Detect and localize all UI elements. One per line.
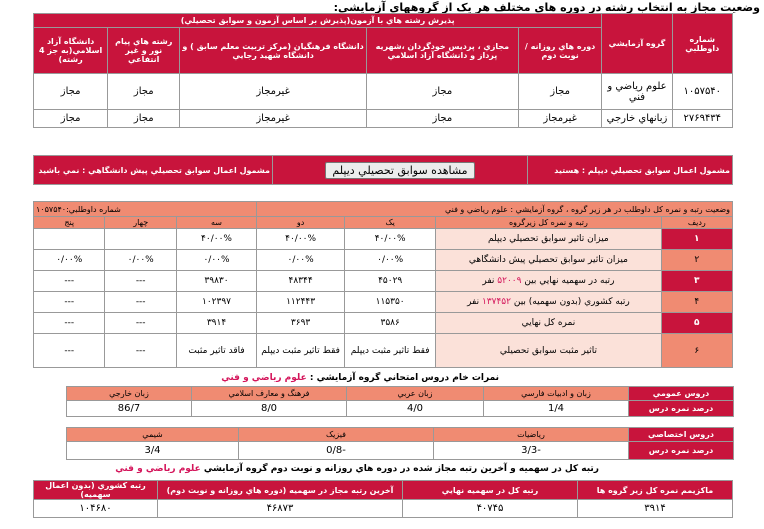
rank-col-header: چهار — [105, 217, 176, 229]
row-label-text: رتبه کشوري (بدون سهميه) بين — [510, 297, 630, 307]
row-number: ۵ — [661, 313, 732, 334]
rank-cell: فقط تاثير مثبت ديپلم — [345, 334, 436, 368]
final-rank-group: علوم رياضي و فني — [115, 464, 201, 474]
row-label: ميزان تاثير سوابق تحصيلي پيش دانشگاهي — [436, 250, 661, 271]
candidate-id: ۱۰۵۷۵۴۰ — [672, 74, 732, 110]
rank-cell: ۴۰/۰۰% — [257, 229, 345, 250]
final-col-header: رتبه کل در سهميه نهايي — [403, 481, 578, 500]
row-label: ميزان تاثير سوابق تحصيلي ديپلم — [436, 229, 661, 250]
raw-scores-group: علوم رياضي و فني — [221, 373, 307, 383]
rank-cell: --- — [105, 334, 176, 368]
rank-cell: ۳۹۸۳۰ — [176, 271, 256, 292]
rank-row — [34, 229, 733, 250]
rank-cell — [34, 229, 105, 250]
rank-cell: ۱۱۲۴۴۳ — [257, 292, 345, 313]
col-id-header: شماره داوطلبي — [672, 14, 732, 74]
candidate-id: ۲۷۶۹۴۳۴ — [672, 110, 732, 128]
rank-cell: ۳۵۸۶ — [345, 313, 436, 334]
final-value: ۱۰۴۶۸۰ — [34, 500, 158, 518]
rank-col-header: رديف — [661, 217, 732, 229]
rank-caption: وضعيت رتبه و نمره کل داوطلب در هر زير گروه ، گروه آزمايشي : علوم رياضي و فني — [257, 202, 733, 217]
row-label — [436, 271, 661, 292]
col-daily-header: دوره هاي روزانه / نوبت دوم — [518, 28, 602, 74]
score-row-label: درصد نمره درس — [629, 401, 734, 417]
row-label-text: رتبه در سهميه نهايي بين — [521, 276, 615, 286]
exam-group: زبانهاي خارجي — [602, 110, 672, 128]
rank-cell: ۰/۰۰% — [345, 250, 436, 271]
general-subjects-table — [66, 386, 734, 417]
subject-header: رياضيات — [434, 428, 629, 442]
row-label-suffix: نفر — [467, 297, 482, 307]
rank-col-header: دو — [257, 217, 345, 229]
rank-cell — [105, 229, 176, 250]
subject-header: فيزيک — [239, 428, 434, 442]
rank-col-header: يک — [345, 217, 436, 229]
eligibility-row — [34, 110, 733, 128]
azad-status: مجاز — [34, 110, 108, 128]
rank-row — [34, 292, 733, 313]
rank-col-header: رتبه و نمره کل زيرگروه — [436, 217, 661, 229]
view-diploma-records-button[interactable]: مشاهده سوابق تحصيلي ديپلم — [325, 162, 474, 179]
azad-status: مجاز — [34, 74, 108, 110]
row-number: ۶ — [661, 334, 732, 368]
final-rank-caption-text: رتبه کل در سهميه و آخرين رتبه مجاز شده در دوره هاي روزانه و نوبت دوم گروه آزمايشي — [203, 464, 599, 474]
rank-candidate-id: شماره داوطلبي:۱۰۵۷۵۴۰ — [34, 202, 257, 217]
rank-col-header: سه — [176, 217, 256, 229]
subject-score: 3/4 — [67, 442, 239, 460]
rank-row — [34, 250, 733, 271]
rank-cell: --- — [34, 313, 105, 334]
rank-cell: --- — [34, 334, 105, 368]
row-label — [436, 292, 661, 313]
page-title: وضعيت مجاز به انتخاب رشته در دوره هاي مختلف هر يک از گروههاي آزمايشي: — [333, 1, 760, 14]
rank-cell: ۴۰/۰۰% — [176, 229, 256, 250]
final-rank-table — [33, 480, 733, 518]
row-label: تاثير مثبت سوابق تحصيلي — [436, 334, 661, 368]
rank-cell: ۰/۰۰% — [34, 250, 105, 271]
virtual-status: مجاز — [366, 74, 518, 110]
final-rank-caption — [115, 464, 599, 474]
rank-cell: ۳۶۹۳ — [257, 313, 345, 334]
rank-cell: ۱۱۵۳۵۰ — [345, 292, 436, 313]
col-farhangian-header: دانشگاه فرهنگيان (مرکز تربيت معلم سابق ) و دانشگاه شهيد رجايي — [180, 28, 367, 74]
daily-status: مجاز — [518, 74, 602, 110]
raw-scores-caption — [221, 373, 499, 383]
final-col-header: ماکزيمم نمره کل زير گروه ها — [578, 481, 733, 500]
rank-cell: --- — [105, 292, 176, 313]
subject-header: زبان عربي — [347, 387, 484, 401]
daily-status: غيرمجاز — [518, 110, 602, 128]
payam-status: مجاز — [108, 74, 180, 110]
final-col-header: رتبه کشوري (بدون اعمال سهميه) — [34, 481, 158, 500]
quota-total: ۵۲۰۰۹ — [497, 276, 522, 286]
rank-cell: ۴۸۳۴۴ — [257, 271, 345, 292]
score-row-label: درصد نمره درس — [629, 442, 734, 460]
col-azad-header: دانشگاه آزاد اسلامي(به جز 4 رشته) — [34, 28, 108, 74]
subject-header: شيمي — [67, 428, 239, 442]
subject-header: زبان و ادبيات فارسي — [484, 387, 629, 401]
payam-status: مجاز — [108, 110, 180, 128]
rank-cell: ۴۰/۰۰% — [345, 229, 436, 250]
rank-row — [34, 271, 733, 292]
rank-cell: فاقد تاثير مثبت — [176, 334, 256, 368]
rank-cell: --- — [105, 313, 176, 334]
row-number: ۱ — [661, 229, 732, 250]
subject-score: 8/0 — [192, 401, 347, 417]
col-payam-header: رشته هاي پيام نور و غير انتفاعي — [108, 28, 180, 74]
final-value: ۳۹۱۴ — [578, 500, 733, 518]
rank-row — [34, 334, 733, 368]
subject-score: 1/4 — [484, 401, 629, 417]
subject-score: -0/8 — [239, 442, 434, 460]
subject-score: -3/3 — [434, 442, 629, 460]
special-subjects-table — [66, 427, 734, 460]
special-row-label: دروس اختصاصي — [629, 428, 734, 442]
rank-cell: ۰/۰۰% — [257, 250, 345, 271]
diploma-status: مشمول اعمال سوابق تحصيلي ديپلم : هستيد — [528, 156, 733, 185]
final-value: ۴۰۷۴۵ — [403, 500, 578, 518]
rank-cell: --- — [105, 271, 176, 292]
farhangian-status: غيرمجاز — [180, 74, 367, 110]
virtual-status: مجاز — [366, 110, 518, 128]
national-total: ۱۳۷۴۵۲ — [481, 297, 511, 307]
rank-cell: ۰/۰۰% — [105, 250, 176, 271]
raw-scores-caption-text: نمرات خام دروس امتحاني گروه آزمايشي : — [309, 373, 499, 383]
final-col-header: آخرين رتبه مجاز در سهميه (دوره هاي روزانه و نوبت دوم) — [158, 481, 403, 500]
row-number: ۳ — [661, 271, 732, 292]
subject-score: 4/0 — [347, 401, 484, 417]
col-virtual-header: مجازي ، پرديس خودگردان ،شهريه پرداز و دانشگاه آزاد اسلامي — [366, 28, 518, 74]
row-label-suffix: نفر — [482, 276, 498, 286]
subject-header: فرهنگ و معارف اسلامي — [192, 387, 347, 401]
general-row-label: دروس عمومي — [629, 387, 734, 401]
eligibility-table — [33, 13, 733, 128]
rank-cell: ۳۹۱۴ — [176, 313, 256, 334]
eligibility-row — [34, 74, 733, 110]
pre-university-status: مشمول اعمال سوابق تحصيلي پيش دانشگاهي : نمي باشيد — [34, 156, 273, 185]
subject-score: 86/7 — [67, 401, 192, 417]
row-label: نمره کل نهايي — [436, 313, 661, 334]
col-group-header: گروه آزمايشي — [602, 14, 672, 74]
row-number: ۲ — [661, 250, 732, 271]
final-value: ۴۶۸۷۳ — [158, 500, 403, 518]
row-number: ۴ — [661, 292, 732, 313]
rank-cell: --- — [34, 271, 105, 292]
rank-cell: فقط تاثير مثبت ديپلم — [257, 334, 345, 368]
exam-group: علوم رياضي و فني — [602, 74, 672, 110]
rank-table — [33, 201, 733, 368]
farhangian-status: غيرمجاز — [180, 110, 367, 128]
rank-cell: ۴۵۰۲۹ — [345, 271, 436, 292]
admission-header: پذيرش رشته هاي با آزمون(پذيرش بر اساس آزمون و سوابق تحصيلي) — [34, 14, 602, 28]
rank-row — [34, 313, 733, 334]
rank-col-header: پنج — [34, 217, 105, 229]
rank-cell: ۰/۰۰% — [176, 250, 256, 271]
rank-cell: --- — [34, 292, 105, 313]
rank-cell: ۱۰۲۳۹۷ — [176, 292, 256, 313]
subject-header: زبان خارجي — [67, 387, 192, 401]
records-bar — [33, 155, 733, 185]
